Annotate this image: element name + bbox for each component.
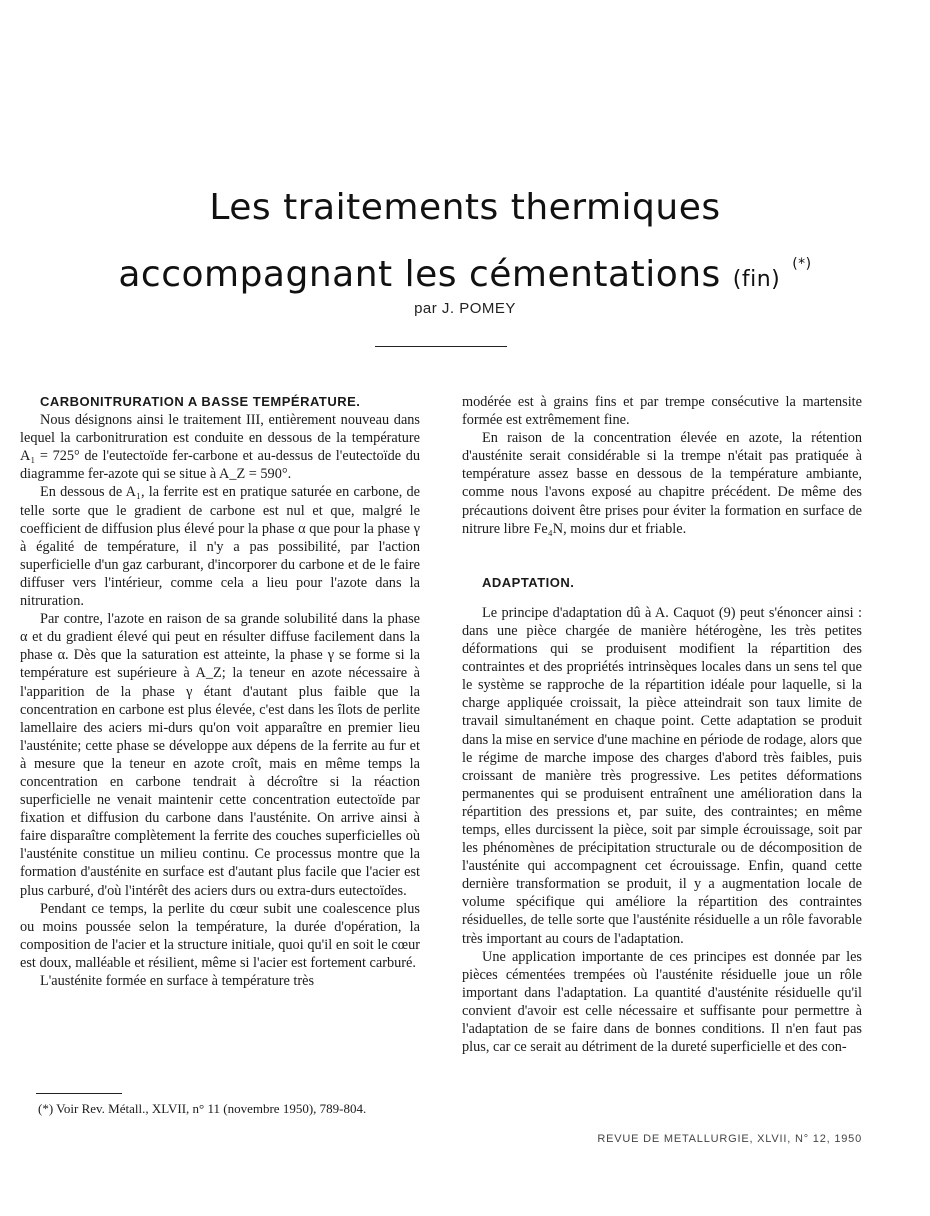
title-footnote-mark: (*) (792, 256, 812, 272)
heading-gap (462, 592, 862, 604)
paragraph: Pendant ce temps, la perlite du cœur subit une coalescence plus ou moins poussée selon la température, la durée d'opération, la composition de l'acier et la structure initiale, quoi qu'il en soit le cœur est doux, malléable et résilient, même si l'acier est fortement carburé. (20, 900, 420, 971)
paragraph: En dessous de A₁, la ferrite est en pratique saturée en carbone, de telle sorte que le gradient de carbone est nul et que, malgré le coefficient de diffusion plus élevé pour la phase α que pour la phase γ à égalité de température, il n'y a pas possibilité, par l'action superficielle d'un gaz carburant, d'incorporer du carbone et de le faire diffuser vers l'intérieur, comme cela a lieu pour l'azote dans la nitruration. (20, 484, 420, 610)
left-column (20, 393, 420, 990)
section-heading-adaptation: ADAPTATION. (482, 574, 575, 590)
footnote-divider (36, 1093, 122, 1094)
paragraph: Une application importante de ces principes est donnée par les pièces cémentées trempées où l'austénite résiduelle joue un rôle important dans l'adaptation. La quantité d'austénite résiduelle qu'il convient d'avoir est celle nécessaire et suffisante pour permettre à l'adaptation de se faire dans de bonnes conditions. Il n'en faut pas plus, car ce serait au détriment de la dureté superficielle et des con- (462, 948, 862, 1056)
title-divider (375, 346, 507, 347)
article-title (0, 180, 930, 308)
title-line-2-text: accompagnant les cémentations (118, 254, 721, 295)
paragraph: L'austénite formée en surface à température très (40, 973, 315, 989)
title-line-2 (0, 236, 930, 308)
paragraph: Par contre, l'azote en raison de sa grande solubilité dans la phase α et du gradient élevé qui peut en résulter diffuse facilement dans la phase α. Dès que la saturation est atteinte, la phase γ se forme si la température est supérieure à A_Z; la teneur en azote nécessaire à l'apparition de la phase γ étant d'autant plus faible que la concentration en carbone est plus élevée, c'est dans les îlots de perlite lamellaire des aciers mi-durs qu'on voit apparaître en premier lieu l'austénite; cette phase se développe aux dépens de la ferrite au fur et à mesure que la teneur en azote croît, mais en même temps la concentration en carbone tendrait à décroître si la réaction superficielle ne venait maintenir cette concentration eutectoïde par fixation et diffusion du carbone dans l'austénite. On arrive ainsi à faire disparaître complètement la ferrite des couches superficielles où l'austénite constitue un milieu continu. Ce processus montre que la formation d'austénite en surface est d'autant plus facile que l'acier est plus carburé, d'où l'intérêt des aciers durs ou extra-durs eutectoïdes. (20, 611, 420, 899)
footnote: (*) Voir Rev. Métall., XLVII, n° 11 (novembre 1950), 789-804. (38, 1101, 367, 1116)
section-heading-carbonitruration: CARBONITRURATION A BASSE TEMPÉRATURE. (40, 394, 361, 409)
section-gap (462, 538, 862, 574)
paragraph: En raison de la concentration élevée en azote, la rétention d'austénite serait considérable si la trempe n'était pas pratiquée à température assez basse en dessous de la température ambiante, comme nous l'avons exposé au chapitre précédent. De même des précautions doivent être prises pour éviter la formation en surface de nitrure libre Fe₄N, moins dur et friable. (462, 430, 862, 537)
right-column (462, 393, 862, 1056)
page-footer: REVUE DE METALLURGIE, XLVII, N° 12, 1950 (597, 1133, 862, 1145)
byline: par J. POMEY (414, 300, 516, 317)
title-line-1: Les traitements thermiques (209, 187, 721, 228)
paragraph: modérée est à grains fins et par trempe consécutive la martensite formée est extrêmement fine. (462, 394, 862, 429)
title-fin: (fin) (732, 267, 781, 292)
paragraph: Nous désignons ainsi le traitement III, entièrement nouveau dans lequel la carbonitruration est conduite en dessous de la température A₁ = 725° de l'eutectoïde fer-carbone et au-dessus de l'eutectoïde du diagramme fer-azote qui se situe à A_Z = 590°. (20, 412, 420, 483)
paragraph: Le principe d'adaptation dû à A. Caquot (9) peut s'énoncer ainsi : dans une pièce chargée de manière hétérogène, les très petites déformations qui se produisent modifient la répartition des contraintes et des propriétés intrinsèques locales dans un sens tel que le système se rapproche de la répartition idéale pour laquelle, si la charge appliquée croissait, la pièce atteindrait son taux limite de travail simultanément en chaque point. Cette adaptation se produit dans la mise en service d'une machine en période de rodage, alors que le régime de marche impose des charges d'abord très faibles, puis croissant de manière très progressive. Les petites déformations permanentes qui se produisent entraînent une amélioration dans la répartition des pressions et, par suite, des contraintes; en même temps, elles durcissent la pièce, soit par simple écrouissage, soit par les phénomènes de précipitation structurale ou de décomposition de l'austénite qui accompagnent cet écrouissage. Enfin, quand cette dernière transformation se produit, il y a augmentation locale de volume spécifique qui améliore la répartition des contraintes résiduelles, de telle sorte que l'austénite résiduelle a un rôle favorable très important au cours de l'adaptation. (462, 604, 862, 947)
